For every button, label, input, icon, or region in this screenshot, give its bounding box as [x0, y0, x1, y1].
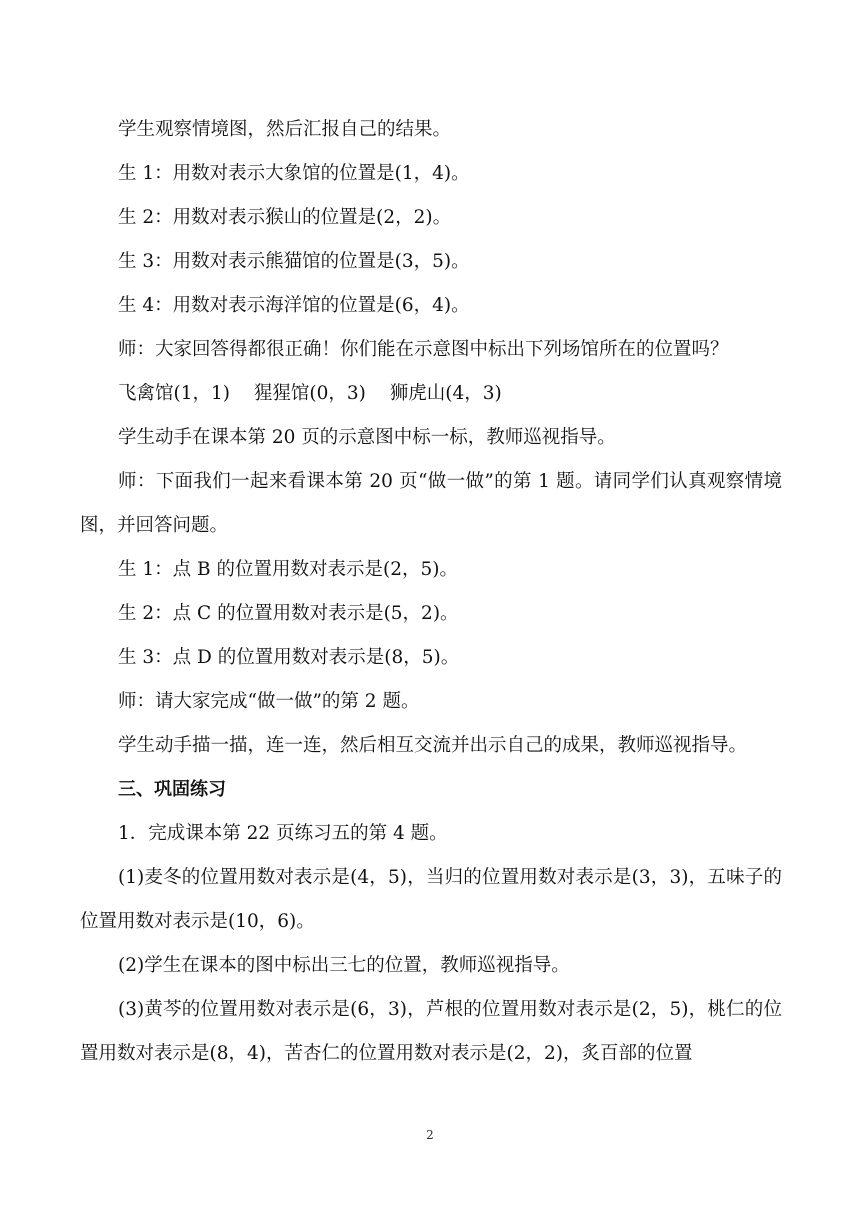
paragraph-exercise-1-part3: (3)黄芩的位置用数对表示是(6，3)，芦根的位置用数对表示是(2，5)，桃仁的位置用数对表示是(8，4)，苦杏仁的位置用数对表示是(2，2)，炙百部的位置: [80, 999, 782, 1064]
venue-list: [80, 372, 782, 416]
paragraph-exercise-1: 1．完成课本第 22 页练习五的第 4 题。: [118, 823, 448, 844]
paragraph-student1-elephant: 生 1：用数对表示大象馆的位置是(1，4)。: [118, 163, 470, 184]
venue-bird: 飞禽馆(1，1): [118, 383, 230, 404]
venue-lion-tiger: 狮虎山(4，3): [389, 383, 502, 404]
document-body: [80, 108, 782, 1076]
paragraph-teacher-do-two: 师：请大家完成“做一做”的第 2 题。: [118, 691, 420, 712]
paragraph-point-c: 生 2：点 C 的位置用数对表示是(5，2)。: [118, 603, 459, 624]
paragraph-point-d: 生 3：点 D 的位置用数对表示是(8，5)。: [118, 647, 460, 668]
section-heading-practice: 三、巩固练习: [118, 779, 226, 800]
paragraph-exercise-1-part2: (2)学生在课本的图中标出三七的位置，教师巡视指导。: [118, 955, 570, 976]
paragraph-point-b: 生 1：点 B 的位置用数对表示是(2，5)。: [118, 559, 458, 580]
paragraph-draw-connect: 学生动手描一描，连一连，然后相互交流并出示自己的成果，教师巡视指导。: [118, 735, 748, 756]
paragraph-mark-task: 学生动手在课本第 20 页的示意图中标一标，教师巡视指导。: [118, 427, 616, 448]
paragraph-student2-monkey: 生 2：用数对表示猴山的位置是(2，2)。: [118, 207, 452, 228]
venue-orangutan: 猩猩馆(0，3): [253, 383, 366, 404]
paragraph-teacher-do-one: 师：下面我们一起来看课本第 20 页“做一做”的第 1 题。请同学们认真观察情境图，并回答问题。: [80, 471, 782, 536]
paragraph-student4-ocean: 生 4：用数对表示海洋馆的位置是(6，4)。: [118, 295, 470, 316]
page-number: 2: [426, 1128, 434, 1142]
paragraph-observe: 学生观察情境图，然后汇报自己的结果。: [118, 119, 452, 140]
paragraph-student3-panda: 生 3：用数对表示熊猫馆的位置是(3，5)。: [118, 251, 470, 272]
paragraph-teacher-question: 师：大家回答得都很正确！你们能在示意图中标出下列场馆所在的位置吗？: [118, 339, 729, 360]
paragraph-exercise-1-part1: (1)麦冬的位置用数对表示是(4，5)，当归的位置用数对表示是(3，3)，五味子的位置用数对表示是(10，6)。: [80, 867, 782, 932]
